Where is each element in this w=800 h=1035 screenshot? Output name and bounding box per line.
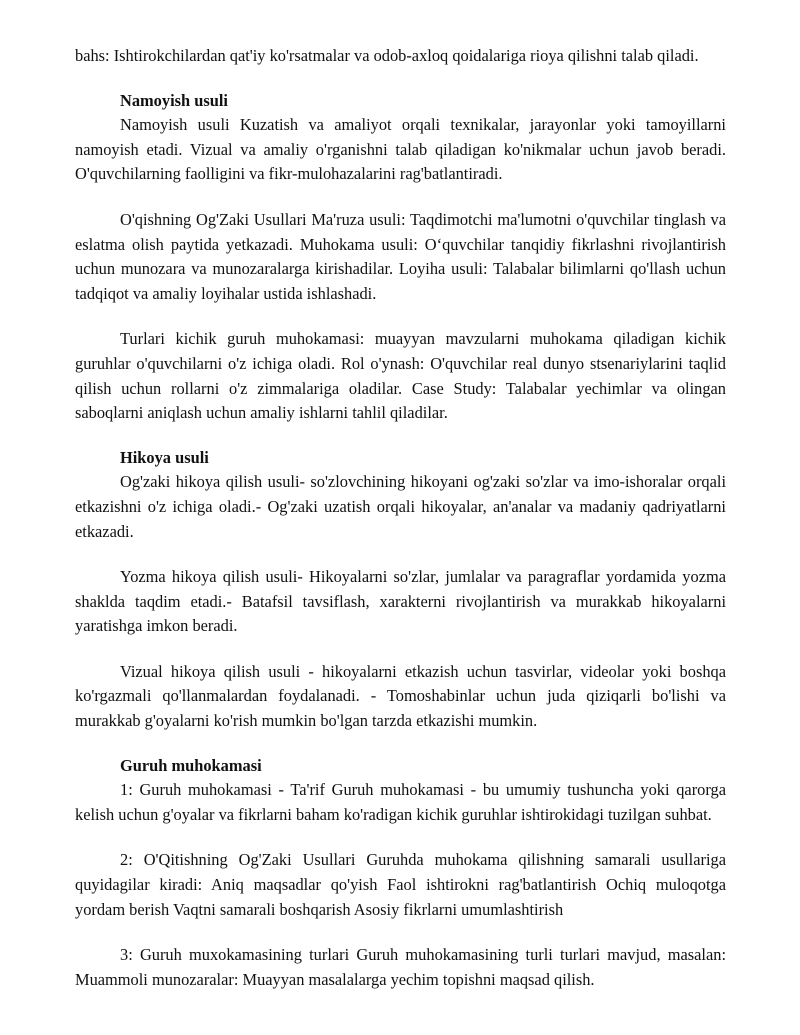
paragraph: O'qishning Og'Zaki Usullari Ma'ruza usuli: Taqdimotchi ma'lumotni o'quvchilar tinglash va eslatma olish paytida yetkazadi. Muhokama usuli: O‘quvchilar tanqidiy fikrlashni rivojlantirish uchun munozara va munozaralarga kirishadilar. Loyiha usuli: Talabalar bilimlarni qo'llash uchun tadqiqot va amaliy loyihalar ustida ishlashadi. (75, 209, 726, 303)
paragraph: Namoyish usuli Kuzatish va amaliyot orqali texnikalar, jarayonlar yoki tamoyillarni namoyish etadi. Vizual va amaliy o'rganishni talab qiladigan ko'nikmalar uchun javob beradi. O'quvchilarning faolligini va fikr-mulohazalarini rag'batlantiradi. (75, 115, 726, 184)
paragraph: Turlari kichik guruh muhokamasi: muayyan mavzularni muhokama qiladigan kichik guruhlar o'quvchilarni o'z ichiga oladi. Rol o'ynash: O'quvchilar real dunyo stsenariylarini taqlid qilish uchun rollarni o'z zimmalariga oladilar. Case Study: Talabalar yechimlar va olingan saboqlarni aniqlash uchun amaliy ishlarni tahlil qiladilar. (75, 329, 726, 423)
top-paragraph: bahs: Ishtirokchilardan qat'iy ko'rsatmalar va odob-axloq qoidalariga rioya qilishni talab qiladi. (75, 46, 699, 65)
section-heading-namoyish: Namoyish usuli (120, 90, 228, 110)
section-heading-guruh: Guruh muhokamasi (120, 755, 262, 775)
section-heading-hikoya: Hikoya usuli (120, 447, 209, 467)
document-page (75, 0, 726, 992)
paragraph: Yozma hikoya qilish usuli- Hikoyalarni so'zlar, jumlalar va paragraflar yordamida yozma shaklda taqdim etadi.- Batafsil tavsiflash, xarakterni rivojlantirish va murakkab hikoyalarni yaratishga imkon beradi. (75, 567, 726, 636)
paragraph: 2: O'Qitishning Og'Zaki Usullari Guruhda muhokama qilishning samarali usullariga quyidagilar kiradi: Aniq maqsadlar qo'yish Faol ishtirokni rag'batlantirish Ochiq muloqotga yordam berish Vaqtni samarali boshqarish Asosiy fikrlarni umumlashtirish (75, 850, 726, 919)
paragraph: Vizual hikoya qilish usuli - hikoyalarni etkazish uchun tasvirlar, videolar yoki boshqa ko'rgazmali qo'llanmalardan foydalanadi. - Tomoshabinlar uchun juda qiziqarli bo'lishi va murakkab g'oyalarni ko'rish mumkin bo'lgan tarzda etkazishi mumkin. (75, 661, 726, 731)
paragraph: 1: Guruh muhokamasi - Ta'rif Guruh muhokamasi - bu umumiy tushuncha yoki qarorga kelish uchun g'oyalar va fikrlarni baham ko'radigan kichik guruhlar ishtirokidagi tuzilgan suhbat. (75, 780, 726, 824)
paragraph: Og'zaki hikoya qilish usuli- so'zlovchining hikoyani og'zaki so'zlar va imo-ishoralar orqali etkazishni o'z ichiga oladi.- Og'zaki uzatish orqali hikoyalar, an'analar va madaniy qadriyatlarni etkazadi. (75, 472, 726, 541)
paragraph: 3: Guruh muxokamasining turlari Guruh muhokamasining turli turlari mavjud, masalan: Muammoli munozaralar: Muayyan masalalarga yechim topishni maqsad qilish. (75, 945, 726, 989)
